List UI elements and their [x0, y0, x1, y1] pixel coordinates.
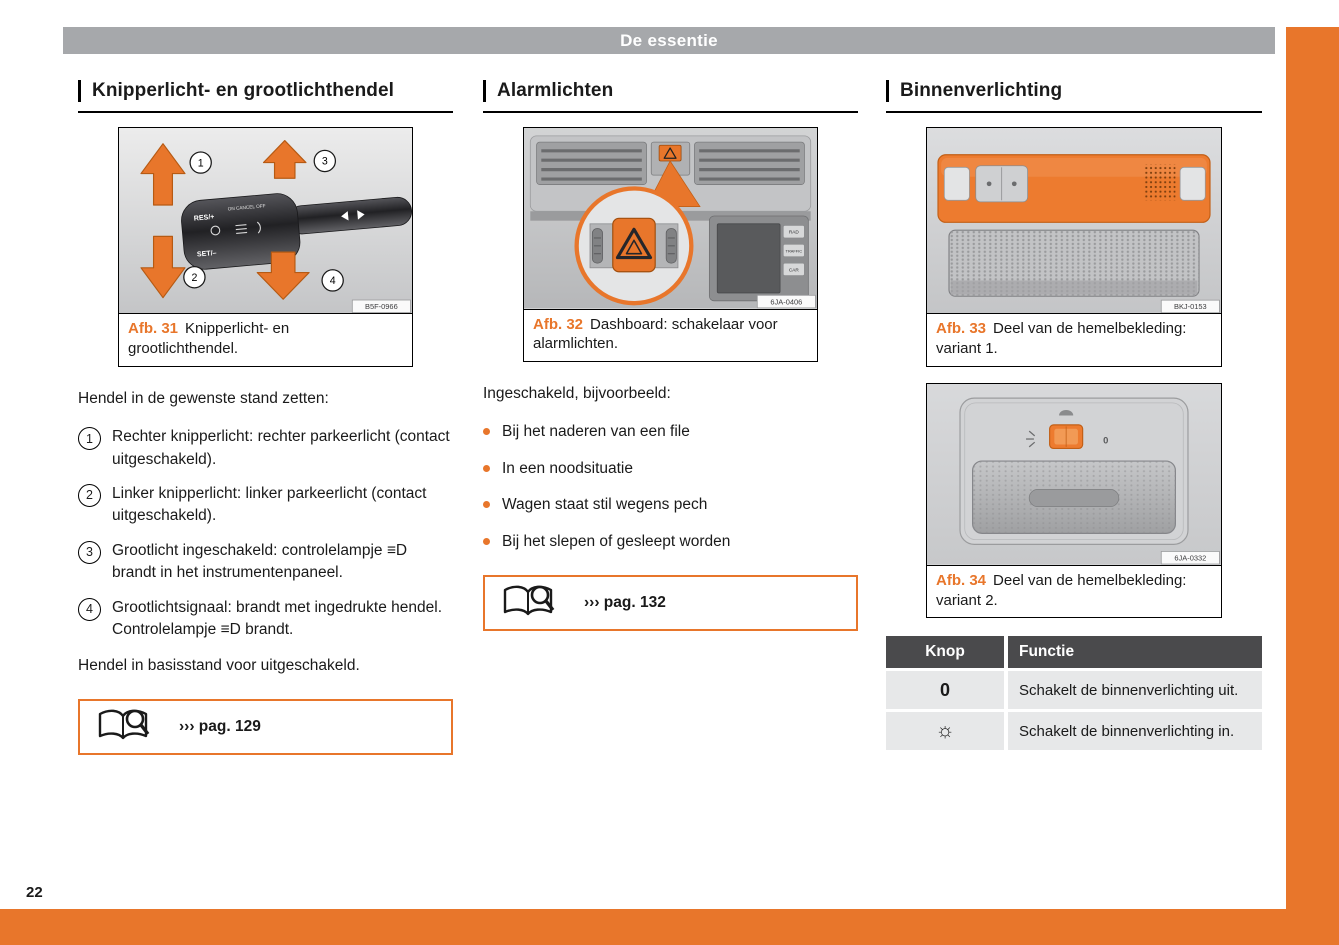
list-item-text: Bij het naderen van een file — [502, 423, 690, 441]
svg-text:CAR: CAR — [788, 267, 799, 273]
svg-text:RAD: RAD — [788, 229, 799, 235]
section-alarmlichten — [483, 80, 858, 631]
bullet-icon — [483, 538, 490, 545]
intro-text: Hendel in de gewenste stand zetten: — [78, 389, 329, 407]
figure-32-illustration — [524, 128, 817, 309]
page-number: 22 — [26, 884, 43, 901]
item-number-badge: 3 — [78, 541, 101, 564]
air-vent — [537, 142, 647, 184]
section-binnenverlichting — [886, 80, 1262, 753]
figure-31-caption — [119, 313, 412, 366]
table-cell-functie: Schakelt de binnenverlichting in. — [1008, 712, 1262, 750]
list-item-text: Grootlichtsignaal: brandt met ingedrukte hendel. Controlelampje ≡D brandt. — [112, 598, 443, 639]
list-item-text: Rechter knipperlicht: rechter parkeerlicht (contact uitgeschakeld). — [112, 428, 450, 468]
figure-caption-text: Knipperlicht- en grootlichthendel. — [128, 320, 290, 358]
section-title: Knipperlicht- en grootlichthendel — [78, 80, 453, 102]
list-item-text: Linker knipperlicht: linker parkeerlicht (contact uitgeschakeld). — [112, 485, 427, 525]
figure-caption-text: Deel van de hemelbekleding: variant 2. — [936, 571, 1187, 609]
list-item-text: Wagen staat stil wegens pech — [502, 496, 708, 514]
list-item — [78, 597, 453, 642]
list-item-text: In een noodsituatie — [502, 459, 633, 477]
bullet-list — [483, 421, 858, 553]
section-knipperlicht — [78, 80, 453, 755]
list-item — [483, 494, 858, 516]
figure-label: Afb. 32 — [533, 315, 584, 333]
table-row — [886, 671, 1262, 709]
hazard-switch-detail — [590, 218, 678, 271]
section-heading — [886, 80, 1262, 113]
scroll-wheel — [666, 228, 676, 263]
bullet-icon — [483, 501, 490, 508]
list-item — [483, 421, 858, 443]
book-magnifier-icon — [500, 582, 556, 625]
table-cell-functie: Schakelt de binnenverlichting uit. — [1008, 671, 1262, 709]
scroll-wheel — [592, 228, 602, 263]
list-item — [483, 531, 858, 553]
radio-buttons — [783, 225, 804, 275]
dual-switch — [976, 166, 1028, 202]
list-item — [483, 458, 858, 480]
intro-text: Ingeschakeld, bijvoorbeeld: — [483, 385, 671, 403]
stalk-res-label: RES/+ — [193, 213, 215, 223]
figure-code-tab — [352, 300, 410, 313]
item-number-badge: 4 — [78, 598, 101, 621]
figure-34-illustration — [927, 384, 1221, 565]
bullet-icon — [483, 428, 490, 435]
svg-text:3: 3 — [321, 155, 328, 168]
stalk-set-label: SET/– — [196, 249, 217, 259]
figure-32-caption — [524, 309, 817, 362]
item-number-badge: 2 — [78, 484, 101, 507]
reference-box — [483, 575, 858, 631]
light-switch — [1050, 425, 1083, 449]
bullet-icon — [483, 465, 490, 472]
outro-text: Hendel in basisstand voor uitgeschakeld. — [78, 656, 360, 674]
page-edge-bottom — [0, 909, 1339, 945]
chapter-title: De essentie — [620, 30, 718, 50]
section-heading — [78, 80, 453, 113]
figure-code-tab — [1161, 551, 1219, 564]
figure-33-illustration — [927, 128, 1221, 314]
reference-page: ››› pag. 129 — [179, 718, 261, 736]
svg-text:4: 4 — [329, 274, 336, 287]
figure-afb-31 — [118, 127, 413, 367]
figure-code-tab — [757, 295, 815, 308]
interior-light-icon: ☼ — [886, 712, 1004, 750]
figure-31-illustration — [119, 128, 412, 313]
list-item-text: Grootlicht ingeschakeld: controlelampje ≡D brandt in het instrumentenpaneel. — [112, 541, 408, 582]
table-header-row — [886, 636, 1262, 668]
stalk-diagram — [119, 128, 412, 313]
chapter-banner — [63, 27, 1275, 54]
light-console — [960, 398, 1188, 544]
headliner-variant2-diagram — [927, 384, 1221, 565]
light-lens — [949, 230, 1199, 296]
figure-label: Afb. 34 — [936, 571, 987, 589]
svg-text:B5F-0966: B5F-0966 — [364, 301, 398, 311]
svg-text:6JA-0332: 6JA-0332 — [1174, 553, 1207, 563]
figure-caption-text: Deel van de hemelbekleding: variant 1. — [936, 320, 1187, 358]
binnenverlichting-table — [886, 636, 1262, 750]
figure-label: Afb. 33 — [936, 320, 987, 338]
svg-text:2: 2 — [191, 271, 198, 284]
stalk-mode-label: ON CANCEL OFF — [227, 203, 266, 212]
figure-34-caption — [927, 565, 1221, 618]
list-item-text: Bij het slepen of gesleept worden — [502, 532, 731, 550]
numbered-list — [78, 426, 453, 642]
list-item — [78, 540, 453, 585]
reference-box — [78, 699, 453, 755]
svg-text:1: 1 — [197, 157, 204, 170]
section-heading — [483, 80, 858, 113]
reading-light-switch — [944, 167, 969, 200]
figure-afb-32 — [523, 127, 818, 362]
reference-page: ››› pag. 132 — [584, 594, 666, 612]
table-header-knop: Knop — [886, 636, 1004, 668]
svg-text:BKJ-0153: BKJ-0153 — [1173, 302, 1207, 312]
figure-caption-text: Dashboard: schakelaar voor alarmlichten. — [533, 315, 778, 353]
table-header-functie: Functie — [1008, 636, 1262, 668]
reading-light-switch — [1180, 167, 1205, 200]
infotainment-unit — [709, 216, 808, 301]
headliner-variant1-diagram — [927, 128, 1221, 314]
dashboard-diagram — [524, 128, 817, 309]
page-edge-right — [1286, 27, 1339, 945]
light-panel — [938, 155, 1210, 223]
svg-text:6JA-0406: 6JA-0406 — [770, 297, 803, 307]
svg-text:TRAFFIC: TRAFFIC — [785, 248, 803, 254]
light-lens — [973, 461, 1176, 533]
figure-afb-33 — [926, 127, 1222, 367]
figure-code-tab — [1161, 300, 1219, 313]
speaker-grille — [1144, 164, 1175, 200]
list-item — [78, 426, 453, 471]
table-row — [886, 712, 1262, 750]
air-vent — [694, 142, 804, 184]
table-cell-knop-off: 0 — [886, 671, 1004, 709]
figure-afb-34 — [926, 383, 1222, 618]
list-item — [78, 483, 453, 528]
book-magnifier-icon — [95, 706, 151, 749]
item-number-badge: 1 — [78, 427, 101, 450]
section-title: Alarmlichten — [483, 80, 858, 102]
light-off-label: 0 — [1103, 434, 1109, 446]
section-title: Binnenverlichting — [886, 80, 1262, 102]
figure-33-caption — [927, 313, 1221, 366]
figure-label: Afb. 31 — [128, 320, 179, 338]
hazard-button — [613, 218, 655, 271]
